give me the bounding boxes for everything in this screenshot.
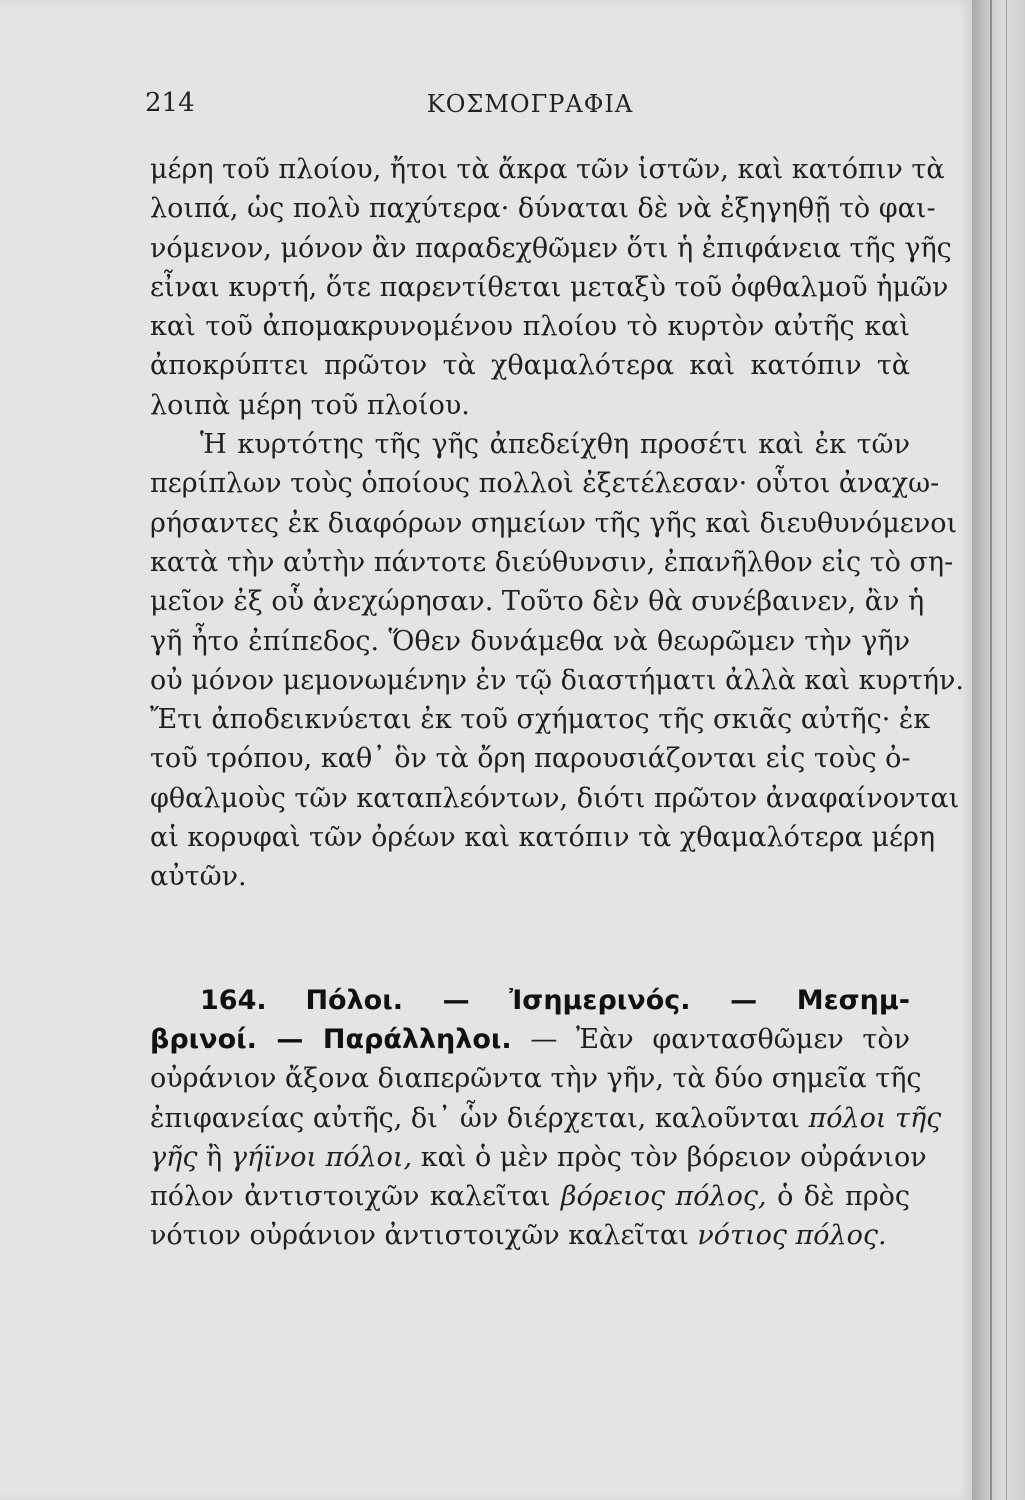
text-line: αὐτῶν. [150,861,247,893]
section-spacing [150,897,910,981]
text-fragment: ἢ [206,1141,223,1173]
body-text [150,150,964,1256]
text-line: αἱ κορυφαὶ τῶν ὀρέων καὶ κατόπιν τὰ χθαμαλότερα μέρη [150,822,936,854]
text-fragment: καὶ ὁ μὲν πρὸς τὸν βόρειον οὐράνιον [420,1141,927,1173]
section-heading-continued: βρινοί. — Παράλληλοι. [150,1023,512,1055]
page-number: 214 [145,88,195,118]
section-number: 164. [200,984,267,1016]
text-fragment: νότιον οὐράνιον ἀντιστοιχῶν καλεῖται [150,1220,689,1252]
term-italic: νότιος πόλος. [697,1220,887,1252]
text-fragment: ὁ δὲ πρὸς [777,1181,910,1213]
section-heading: Πόλοι. — Ἰσημερινός. — Μεσημ- [305,984,910,1016]
text-line: Ἡ κυρτότης τῆς γῆς ἀπεδείχθη προσέτι καὶ ἐκ τῶν [200,429,910,461]
text-fragment: ἐπιφανείας αὐτῆς, δι᾽ ὧν διέρχεται, καλοῦνται [150,1102,800,1134]
text-line: Ἔτι ἀποδεικνύεται ἐκ τοῦ σχήματος τῆς σκιᾶς αὐτῆς· ἐκ [150,704,931,736]
term-italic: γήϊνοι πόλοι, [230,1141,413,1173]
text-line: περίπλων τοὺς ὁποίους πολλοὶ ἐξετέλεσαν· οὗτοι ἀναχω- [150,468,940,500]
text-fragment: — Ἐὰν φαντασθῶμεν τὸν [530,1023,910,1055]
text-line: ρήσαντες ἐκ διαφόρων σημείων τῆς γῆς καὶ διευθυνόμενοι [150,507,958,539]
text-line: καὶ τοῦ ἀπομακρυνομένου πλοίου τὸ κυρτὸν αὐτῆς καὶ [150,311,910,343]
text-line: εἶναι κυρτή, ὅτε παρεντίθεται μεταξὺ τοῦ ὀφθαλμοῦ ἡμῶν [150,271,949,303]
text-line [150,1099,942,1138]
text-line [150,1138,927,1177]
paragraph-continuation [150,150,952,425]
text-line: μέρη τοῦ πλοίου, ἤτοι τὰ ἄκρα τῶν ἱστῶν, καὶ κατόπιν τὰ [150,154,945,185]
text-line: φθαλμοὺς τῶν καταπλεόντων, διότι πρῶτον ἀναφαίνονται [150,782,960,814]
term-italic: γῆς [150,1141,198,1173]
text-line [150,1020,910,1059]
page-header [145,88,915,128]
text-line: λοιπά, ὡς πολὺ παχύτερα· δύναται δὲ νὰ ἐξηγηθῇ τὸ φαι- [150,193,936,225]
text-line: οὐ μόνον μεμονωμένην ἐν τῷ διαστήματι ἀλλὰ καὶ κυρτήν. [150,664,964,696]
text-line: λοιπὰ μέρη τοῦ πλοίου. [150,389,470,421]
text-line [150,1177,910,1216]
text-line: ἀποκρύπτει πρῶτον τὰ χθαμαλότερα καὶ κατόπιν τὰ [150,350,910,382]
text-line [150,1216,910,1255]
text-line: κατὰ τὴν αὐτὴν πάντοτε διεύθυνσιν, ἐπανῆλθον εἰς τὸ ση- [150,546,954,578]
text-line: οὐράνιον ἄξονα διαπερῶντα τὴν γῆν, τὰ δύο σημεῖα τῆς [150,1063,922,1095]
text-fragment: πόλον ἀντιστοιχῶν καλεῖται [150,1181,551,1213]
text-line: τοῦ τρόπου, καθ᾽ ὃν τὰ ὄρη παρουσιάζονται εἰς τοὺς ὀ- [150,743,911,775]
term-italic: πόλοι τῆς [808,1102,942,1134]
section-164 [150,981,942,1256]
text-line: μεῖον ἐξ οὗ ἀνεχώρησαν. Τοῦτο δὲν θὰ συνέβαινεν, ἂν ἡ [150,586,925,618]
running-title: ΚΟΣΜΟΓΡΑΦΙΑ [426,90,634,118]
term-italic: βόρειος πόλος, [560,1181,767,1213]
text-line: γῆ ἦτο ἐπίπεδος. Ὅθεν δυνάμεθα νὰ θεωρῶμεν τὴν γῆν [150,625,910,657]
section-heading-line [150,981,910,1020]
paragraph-curvature-proof [150,425,964,897]
text-line: νόμενον, μόνον ἂν παραδεχθῶμεν ὅτι ἡ ἐπιφάνεια τῆς γῆς [150,232,952,264]
book-page-edge [972,0,1025,1500]
